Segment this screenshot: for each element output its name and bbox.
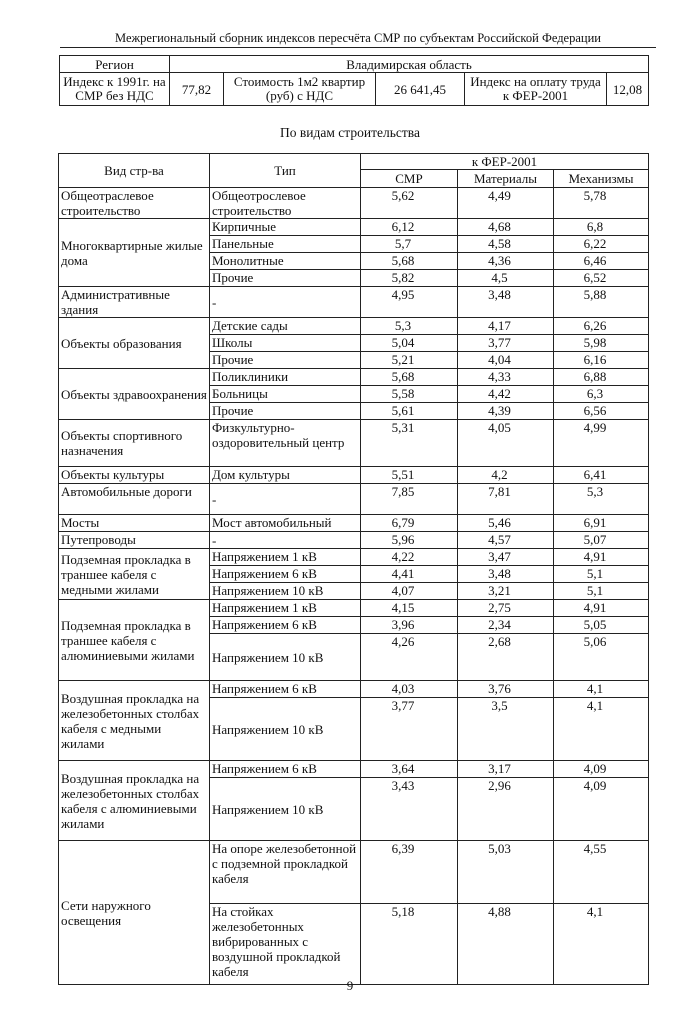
mechanisms-value: 6,46 xyxy=(554,253,649,270)
cost-per-m2-value: 26 641,45 xyxy=(376,73,465,106)
mechanisms-value: 5,3 xyxy=(554,484,649,515)
smr-value: 4,07 xyxy=(361,583,458,600)
materials-value: 4,36 xyxy=(458,253,554,270)
table-row xyxy=(59,761,649,778)
column-header-mechanisms: Механизмы xyxy=(554,170,649,188)
row-type: Общеотрослевое строительство xyxy=(210,188,361,219)
materials-value: 7,81 xyxy=(458,484,554,515)
mechanisms-value: 5,98 xyxy=(554,335,649,352)
materials-value: 2,75 xyxy=(458,600,554,617)
mechanisms-value: 5,1 xyxy=(554,566,649,583)
row-type: Физкультурно-оздоровительный центр xyxy=(210,420,361,467)
mechanisms-value: 5,07 xyxy=(554,532,649,549)
materials-value: 3,76 xyxy=(458,681,554,698)
table-row xyxy=(59,369,649,386)
materials-value: 4,57 xyxy=(458,532,554,549)
materials-value: 4,33 xyxy=(458,369,554,386)
mechanisms-value: 4,09 xyxy=(554,761,649,778)
materials-value: 4,58 xyxy=(458,236,554,253)
row-type: Напряжением 10 кВ xyxy=(210,698,361,761)
smr-value: 5,18 xyxy=(361,904,458,985)
mechanisms-value: 4,1 xyxy=(554,904,649,985)
table-row xyxy=(59,515,649,532)
mechanisms-value: 6,52 xyxy=(554,270,649,287)
row-type: Мост автомобильный xyxy=(210,515,361,532)
mechanisms-value: 4,91 xyxy=(554,600,649,617)
index-1991-value: 77,82 xyxy=(170,73,224,106)
materials-value: 4,17 xyxy=(458,318,554,335)
materials-value: 4,39 xyxy=(458,403,554,420)
mechanisms-value: 5,78 xyxy=(554,188,649,219)
smr-value: 3,64 xyxy=(361,761,458,778)
materials-value: 3,21 xyxy=(458,583,554,600)
table-row xyxy=(59,318,649,335)
smr-value: 5,04 xyxy=(361,335,458,352)
table-row xyxy=(59,841,649,904)
table-row xyxy=(59,420,649,467)
row-type: Поликлиники xyxy=(210,369,361,386)
labor-index-value: 12,08 xyxy=(607,73,649,106)
table-row xyxy=(59,484,649,515)
row-type: Напряжением 6 кВ xyxy=(210,617,361,634)
mechanisms-value: 6,16 xyxy=(554,352,649,369)
row-type: Прочие xyxy=(210,403,361,420)
smr-value: 4,41 xyxy=(361,566,458,583)
smr-value: 4,03 xyxy=(361,681,458,698)
row-kind: Подземная прокладка в траншее кабеля с алюминиевыми жилами xyxy=(59,600,210,681)
materials-value: 4,42 xyxy=(458,386,554,403)
mechanisms-value: 6,91 xyxy=(554,515,649,532)
table-row xyxy=(59,532,649,549)
row-type: Напряжением 6 кВ xyxy=(210,761,361,778)
materials-value: 3,47 xyxy=(458,549,554,566)
row-kind: Общеотраслевое строительство xyxy=(59,188,210,219)
materials-value: 2,34 xyxy=(458,617,554,634)
row-kind: Объекты образования xyxy=(59,318,210,369)
row-kind: Воздушная прокладка на железобетонных столбах кабеля с алюминиевыми жилами xyxy=(59,761,210,841)
page-number: 9 xyxy=(346,978,354,993)
row-type: - xyxy=(210,484,361,515)
table-row xyxy=(59,219,649,236)
row-kind: Воздушная прокладка на железобетонных столбах кабеля с медными жилами xyxy=(59,681,210,761)
smr-value: 5,51 xyxy=(361,467,458,484)
mechanisms-value: 4,1 xyxy=(554,698,649,761)
row-kind: Административные здания xyxy=(59,287,210,318)
row-kind: Объекты культуры xyxy=(59,467,210,484)
smr-value: 5,96 xyxy=(361,532,458,549)
table-row xyxy=(59,287,649,318)
row-type: Кирпичные xyxy=(210,219,361,236)
row-kind: Объекты здравоохранения xyxy=(59,369,210,420)
row-type: Школы xyxy=(210,335,361,352)
column-header-kind: Вид стр-ва xyxy=(59,154,210,188)
mechanisms-value: 6,22 xyxy=(554,236,649,253)
table-row xyxy=(59,467,649,484)
table-row xyxy=(59,549,649,566)
region-info-table xyxy=(59,55,649,106)
smr-value: 5,68 xyxy=(361,253,458,270)
row-type: Панельные xyxy=(210,236,361,253)
indices-table-body xyxy=(59,188,649,985)
materials-value: 4,49 xyxy=(458,188,554,219)
smr-value: 6,79 xyxy=(361,515,458,532)
row-type: На стойках железобетонных вибрированных с воздушной прокладкой кабеля xyxy=(210,904,361,985)
column-header-fer-group: к ФЕР-2001 xyxy=(361,154,649,170)
row-type: Дом культуры xyxy=(210,467,361,484)
mechanisms-value: 6,88 xyxy=(554,369,649,386)
row-type: На опоре железобетонной с подземной прокладкой кабеля xyxy=(210,841,361,904)
cost-per-m2-label: Стоимость 1м2 квартир (руб) с НДС xyxy=(224,73,376,106)
materials-value: 5,46 xyxy=(458,515,554,532)
mechanisms-value: 6,8 xyxy=(554,219,649,236)
row-type: Напряжением 1 кВ xyxy=(210,549,361,566)
mechanisms-value: 4,91 xyxy=(554,549,649,566)
materials-value: 4,5 xyxy=(458,270,554,287)
mechanisms-value: 4,09 xyxy=(554,778,649,841)
row-kind: Сети наружного освещения xyxy=(59,841,210,985)
row-kind: Подземная прокладка в траншее кабеля с медными жилами xyxy=(59,549,210,600)
smr-value: 4,22 xyxy=(361,549,458,566)
column-header-materials: Материалы xyxy=(458,170,554,188)
row-type: - xyxy=(210,532,361,549)
mechanisms-value: 5,1 xyxy=(554,583,649,600)
smr-value: 4,95 xyxy=(361,287,458,318)
mechanisms-value: 6,3 xyxy=(554,386,649,403)
row-kind: Многоквартирные жилые дома xyxy=(59,219,210,287)
row-type: Монолитные xyxy=(210,253,361,270)
materials-value: 4,68 xyxy=(458,219,554,236)
mechanisms-value: 5,05 xyxy=(554,617,649,634)
index-1991-label: Индекс к 1991г. на СМР без НДС xyxy=(60,73,170,106)
row-type: - xyxy=(210,287,361,318)
row-type: Напряжением 1 кВ xyxy=(210,600,361,617)
table-row xyxy=(59,188,649,219)
mechanisms-value: 4,99 xyxy=(554,420,649,467)
smr-value: 4,15 xyxy=(361,600,458,617)
table-row xyxy=(59,681,649,698)
row-type: Напряжением 6 кВ xyxy=(210,566,361,583)
smr-value: 7,85 xyxy=(361,484,458,515)
materials-value: 3,77 xyxy=(458,335,554,352)
materials-value: 3,48 xyxy=(458,287,554,318)
materials-value: 5,03 xyxy=(458,841,554,904)
smr-value: 5,58 xyxy=(361,386,458,403)
mechanisms-value: 4,1 xyxy=(554,681,649,698)
indices-table xyxy=(58,153,649,985)
smr-value: 5,62 xyxy=(361,188,458,219)
smr-value: 5,68 xyxy=(361,369,458,386)
smr-value: 5,61 xyxy=(361,403,458,420)
region-label: Регион xyxy=(60,56,170,73)
mechanisms-value: 6,41 xyxy=(554,467,649,484)
mechanisms-value: 5,06 xyxy=(554,634,649,681)
row-type: Напряжением 10 кВ xyxy=(210,583,361,600)
smr-value: 3,96 xyxy=(361,617,458,634)
document-header-title: Межрегиональный сборник индексов пересчёта СМР по субъектам Российской Федерации xyxy=(115,31,601,45)
mechanisms-value: 4,55 xyxy=(554,841,649,904)
mechanisms-value: 5,88 xyxy=(554,287,649,318)
labor-index-label: Индекс на оплату труда к ФЕР-2001 xyxy=(465,73,607,106)
table-row xyxy=(59,600,649,617)
smr-value: 3,43 xyxy=(361,778,458,841)
row-type: Прочие xyxy=(210,270,361,287)
row-kind: Объекты спортивного назначения xyxy=(59,420,210,467)
region-value: Владимирская область xyxy=(170,56,649,73)
materials-value: 4,04 xyxy=(458,352,554,369)
mechanisms-value: 6,26 xyxy=(554,318,649,335)
row-type: Больницы xyxy=(210,386,361,403)
materials-value: 3,17 xyxy=(458,761,554,778)
row-kind: Путепроводы xyxy=(59,532,210,549)
row-kind: Мосты xyxy=(59,515,210,532)
row-kind: Автомобильные дороги xyxy=(59,484,210,515)
column-header-smr: СМР xyxy=(361,170,458,188)
smr-value: 4,26 xyxy=(361,634,458,681)
column-header-type: Тип xyxy=(210,154,361,188)
materials-value: 3,5 xyxy=(458,698,554,761)
row-type: Напряжением 10 кВ xyxy=(210,634,361,681)
row-type: Напряжением 10 кВ xyxy=(210,778,361,841)
mechanisms-value: 6,56 xyxy=(554,403,649,420)
row-type: Напряжением 6 кВ xyxy=(210,681,361,698)
smr-value: 5,31 xyxy=(361,420,458,467)
smr-value: 5,3 xyxy=(361,318,458,335)
materials-value: 2,68 xyxy=(458,634,554,681)
row-type: Прочие xyxy=(210,352,361,369)
materials-value: 4,2 xyxy=(458,467,554,484)
smr-value: 5,21 xyxy=(361,352,458,369)
smr-value: 6,39 xyxy=(361,841,458,904)
smr-value: 5,82 xyxy=(361,270,458,287)
materials-value: 3,48 xyxy=(458,566,554,583)
materials-value: 2,96 xyxy=(458,778,554,841)
smr-value: 5,7 xyxy=(361,236,458,253)
materials-value: 4,88 xyxy=(458,904,554,985)
header-divider xyxy=(60,47,656,48)
smr-value: 6,12 xyxy=(361,219,458,236)
row-type: Детские сады xyxy=(210,318,361,335)
materials-value: 4,05 xyxy=(458,420,554,467)
smr-value: 3,77 xyxy=(361,698,458,761)
section-title: По видам строительства xyxy=(280,125,420,140)
